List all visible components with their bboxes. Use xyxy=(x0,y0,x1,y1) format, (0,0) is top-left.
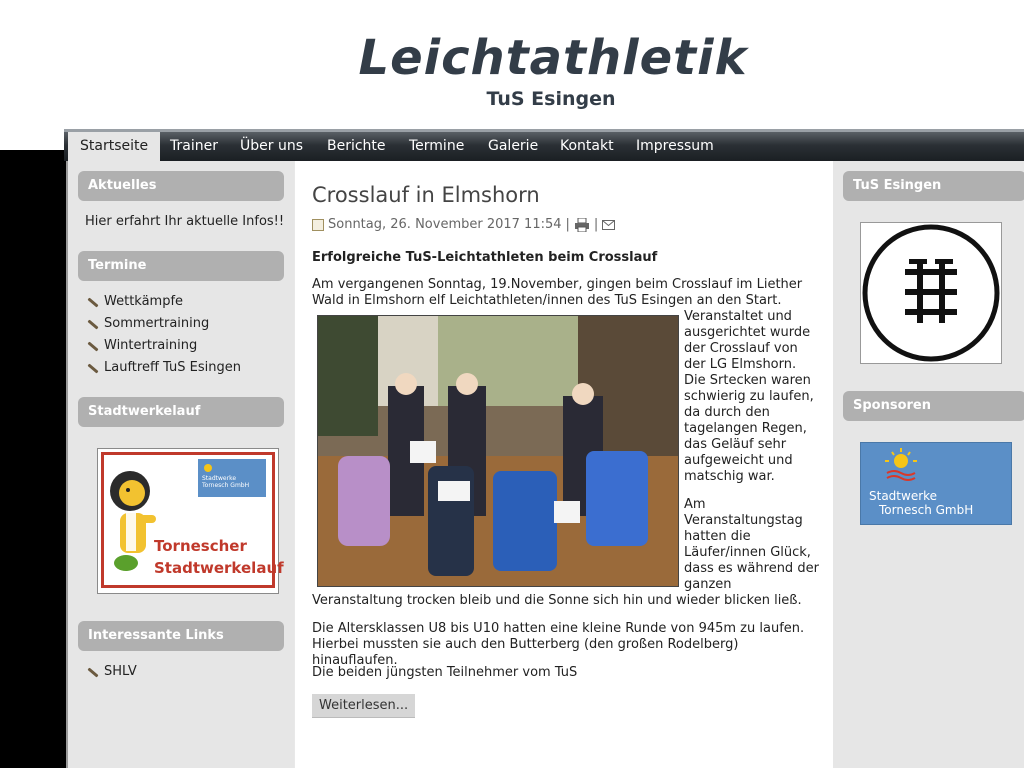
nav-galerie[interactable]: Galerie xyxy=(488,138,539,154)
club-title: TuS Esingen xyxy=(843,171,1024,201)
aktuelles-title: Aktuelles xyxy=(78,171,284,201)
left-sidebar xyxy=(68,161,294,768)
banner-text: Tornescher Stadtwerkelauf xyxy=(154,537,284,577)
link-shlv[interactable]: SHLV xyxy=(86,664,137,679)
sun-icon xyxy=(204,464,212,472)
article-date: Sonntag, 26. November 2017 11:54 xyxy=(328,217,562,232)
lion-mascot-icon xyxy=(108,463,158,573)
article-meta: Sonntag, 26. November 2017 11:54 | | xyxy=(312,217,615,232)
pencil-icon xyxy=(86,318,98,330)
paragraph-line: Wald in Elmshorn elf Leichtathleten/innen des TuS Esingen an den Start. xyxy=(312,293,782,308)
read-more-button[interactable]: Weiterlesen... xyxy=(312,694,415,718)
link-lauftreff[interactable]: Lauftreff TuS Esingen xyxy=(86,360,241,375)
aktuelles-text: Hier erfahrt Ihr aktuelle Infos!! xyxy=(85,214,285,229)
main-navigation xyxy=(64,129,1024,161)
nav-kontakt[interactable]: Kontakt xyxy=(560,138,614,154)
calendar-icon xyxy=(312,219,324,231)
stadtwerkelauf-banner[interactable] xyxy=(97,448,284,594)
page-body xyxy=(66,161,1024,768)
pencil-icon xyxy=(86,340,98,352)
nav-berichte[interactable]: Berichte xyxy=(327,138,386,154)
pencil-icon xyxy=(86,296,98,308)
article-lead: Erfolgreiche TuS-Leichtathleten beim Crosslauf xyxy=(312,250,658,265)
sponsors-title: Sponsoren xyxy=(843,391,1024,421)
team-photo xyxy=(317,315,679,587)
site-header xyxy=(0,0,1024,128)
nav-termine[interactable]: Termine xyxy=(409,138,465,154)
stadtwerkelauf-title: Stadtwerkelauf xyxy=(78,397,284,427)
termine-title: Termine xyxy=(78,251,284,281)
tus-esingen-logo-icon xyxy=(861,223,1001,363)
right-sidebar xyxy=(833,161,1024,768)
club-logo[interactable] xyxy=(860,222,1002,364)
article-title[interactable]: Crosslauf in Elmshorn xyxy=(312,183,540,207)
main-content: Crosslauf in Elmshorn Sonntag, 26. November 2017 11:54 | | Erfolgreiche TuS-Leichtathleten beim Crosslauf Am vergangenen Sonntag, 19.November, gingen beim Crosslauf im Liether Wald in Elmshorn elf Leichtathleten/innen des TuS Esingen an den Start. Veranstaltet und ausgerichtet wurde der Crosslauf von der LG Elmshorn. Die Srtecken waren schwierig zu laufen, da durch den tagelangen Regen, das Geläuf sehr aufgeweicht und matschig war. Am Veranstaltungstag hatten die Läufer/innen Glück, dass es während der ganzen Veranstaltung trocken bleib und die Sonne sich hin und wieder blicken ließ. Die Altersklassen U8 bis U10 hatten eine kleine Runde von 945m zu laufen. Hierbei mussten sie auch den Butterberg (den großen Rodelberg) hinauflaufen. Die beiden jüngsten Teilnehmer vom TuS Weiterlesen... xyxy=(295,161,833,768)
pencil-icon xyxy=(86,666,98,678)
left-black-band xyxy=(0,150,66,768)
stadtwerke-mini-logo: Stadtwerke Tornesch GmbH xyxy=(198,459,266,497)
paragraph-line: Am vergangenen Sonntag, 19.November, gingen beim Crosslauf im Liether xyxy=(312,277,803,292)
nav-ueber-uns[interactable]: Über uns xyxy=(240,138,303,154)
print-icon[interactable] xyxy=(574,218,590,232)
pencil-icon xyxy=(86,362,98,374)
paragraph-line: Die beiden jüngsten Teilnehmer vom TuS xyxy=(312,665,578,680)
paragraph-line: Veranstaltung trocken bleib und die Sonne sich hin und wieder blicken ließ. xyxy=(312,593,802,608)
link-wintertraining[interactable]: Wintertraining xyxy=(86,338,197,353)
paragraph-line: Hierbei mussten sie auch den Butterberg (den großen Rodelberg) hinauflaufen. xyxy=(312,637,739,668)
link-wettkaempfe[interactable]: Wettkämpfe xyxy=(86,294,183,309)
site-title[interactable]: Leichtathletik xyxy=(358,30,748,86)
link-sommertraining[interactable]: Sommertraining xyxy=(86,316,209,331)
links-title: Interessante Links xyxy=(78,621,284,651)
nav-startseite[interactable]: Startseite xyxy=(68,132,160,161)
sun-wave-icon xyxy=(881,447,921,487)
site-subtitle: TuS Esingen xyxy=(486,88,616,110)
paragraph-line: Die Altersklassen U8 bis U10 hatten eine kleine Runde von 945m zu laufen. xyxy=(312,621,805,636)
nav-impressum[interactable]: Impressum xyxy=(636,138,714,154)
sponsor-stadtwerke-logo[interactable]: Stadtwerke Tornesch GmbH xyxy=(860,442,1012,525)
nav-trainer[interactable]: Trainer xyxy=(170,138,218,154)
mail-icon[interactable] xyxy=(602,220,615,230)
